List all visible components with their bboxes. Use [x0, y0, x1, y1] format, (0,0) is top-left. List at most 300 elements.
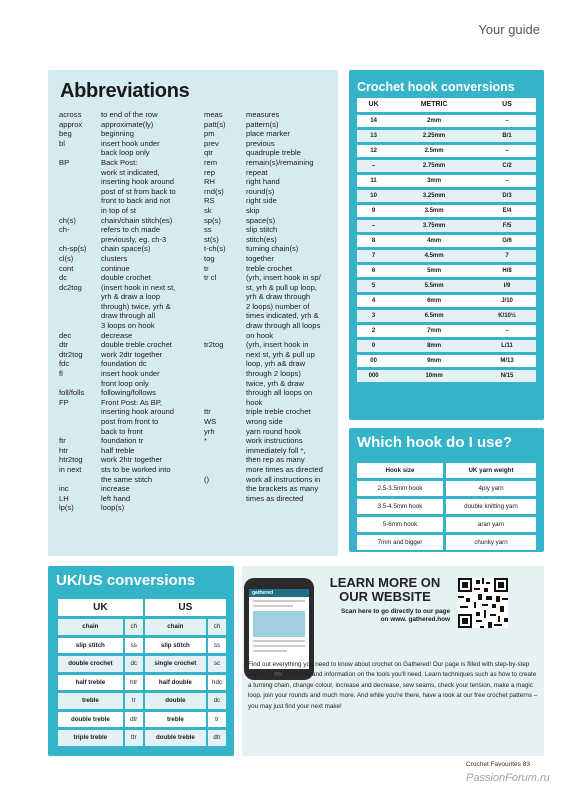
- table-cell: J/10: [478, 293, 536, 308]
- table-cell: double knitting yarn: [443, 499, 536, 514]
- abbreviation-term: [204, 455, 246, 465]
- abbreviation-term: [59, 475, 101, 485]
- column-header: METRIC: [390, 98, 478, 113]
- table-cell: treble: [145, 712, 206, 728]
- abbreviation-term: prev: [204, 138, 219, 148]
- abbreviation-row: [204, 264, 334, 274]
- hook-conversions-panel: [349, 70, 544, 420]
- abbreviation-row: [59, 225, 203, 235]
- abbreviation-definition: loop, yrh a& draw: [246, 359, 306, 369]
- abbreviation-row: [204, 350, 334, 360]
- abbreviation-row: [59, 407, 203, 417]
- phone-text-line: [253, 600, 305, 602]
- abbreviation-definition: decrease: [101, 330, 133, 340]
- abbreviation-definition: slip stitch: [246, 225, 278, 235]
- hook-conversions-title: Crochet hook conversions: [357, 80, 515, 94]
- table-row: [357, 188, 536, 203]
- abbreviation-row: [204, 494, 334, 504]
- abbreviation-definition: on hook: [246, 330, 274, 340]
- abbreviation-term: [59, 321, 101, 331]
- table-cell: 8mm: [390, 338, 478, 353]
- abbreviation-row: [204, 340, 334, 350]
- table-row: [357, 338, 536, 353]
- abbreviation-term: [59, 427, 101, 437]
- abbreviation-term: htr2tog: [59, 455, 83, 465]
- abbreviation-term: [204, 465, 246, 475]
- abbreviation-row: [204, 292, 334, 302]
- abbreviation-definition: skip: [246, 205, 260, 215]
- abbreviation-term: [204, 283, 246, 293]
- abbreviation-definition: continue: [101, 263, 130, 273]
- table-row: [357, 368, 536, 383]
- abbreviation-row: [204, 120, 334, 130]
- abbreviation-row: [59, 331, 203, 341]
- abbreviation-definition: stitch(es): [246, 234, 277, 244]
- abbreviation-row: [204, 436, 334, 446]
- table-cell: treble: [58, 693, 123, 709]
- phone-header-bar: [249, 589, 309, 597]
- table-cell: 3: [357, 308, 390, 323]
- table-cell: 4ply yarn: [443, 481, 536, 496]
- abbreviation-row: [204, 148, 334, 158]
- abbreviation-definition: insert hook under: [101, 369, 160, 379]
- abbreviation-row: [59, 321, 203, 331]
- abbreviation-row: [59, 494, 203, 504]
- abbreviation-definition: work all instructions in: [246, 474, 321, 484]
- table-cell: single crochet: [145, 656, 206, 672]
- abbreviation-definition: post of st from back to: [101, 186, 176, 196]
- abbreviation-definition: (insert hook in next st,: [101, 282, 176, 292]
- table-cell: 11: [357, 173, 390, 188]
- table-cell: –: [357, 158, 390, 173]
- scan-instructions: Scan here to go directly to our page on www. gathered.how: [340, 608, 450, 623]
- abbreviation-definition: through 2 loops): [246, 369, 301, 379]
- abbreviation-row: [204, 484, 334, 494]
- abbreviation-row: [204, 465, 334, 475]
- abbreviation-definition: double treble crochet: [101, 340, 172, 350]
- abbreviation-definition: left hand: [101, 493, 131, 503]
- which-hook-panel: [349, 428, 544, 552]
- table-cell: tr: [125, 693, 143, 709]
- abbreviation-term: htr: [59, 445, 68, 455]
- abbreviation-row: [204, 379, 334, 389]
- abbreviation-row: [204, 273, 334, 283]
- abbreviation-term: *: [204, 436, 207, 446]
- abbreviation-row: [59, 254, 203, 264]
- abbreviation-row: [204, 311, 334, 321]
- table-cell: double treble: [58, 712, 123, 728]
- table-row: [58, 675, 226, 691]
- abbreviation-definition: post from front to: [101, 417, 159, 426]
- abbreviation-row: [204, 254, 334, 264]
- abbreviation-term: [59, 148, 101, 158]
- abbreviation-definition: yarn round hook: [246, 426, 301, 436]
- abbreviation-term: [204, 350, 246, 360]
- table-cell: 10mm: [390, 368, 478, 383]
- abbreviation-term: [204, 369, 246, 379]
- abbreviation-row: [59, 427, 203, 437]
- abbreviation-term: [204, 494, 246, 504]
- abbreviation-term: rep: [204, 167, 215, 177]
- table-cell: chain: [58, 619, 123, 635]
- abbreviation-term: lp(s): [59, 503, 74, 513]
- abbreviation-definition: loop(s): [101, 503, 125, 513]
- abbreviation-definition: measures: [246, 110, 280, 119]
- abbreviation-definition: foundation dc: [101, 359, 147, 369]
- abbreviation-definition: 2 loops) number of: [246, 301, 310, 311]
- abbreviation-term: dec: [59, 330, 72, 340]
- phone-screen: [249, 589, 309, 669]
- table-cell: 5: [357, 278, 390, 293]
- abbreviation-term: t-ch(s): [204, 244, 226, 254]
- abbreviation-row: [59, 120, 203, 130]
- table-cell: ch: [125, 619, 143, 635]
- table-cell: D/3: [478, 188, 536, 203]
- table-cell: C/2: [478, 158, 536, 173]
- abbreviation-term: bl: [59, 138, 65, 148]
- abbreviation-term: [59, 292, 101, 302]
- table-cell: half treble: [58, 675, 123, 691]
- abbreviation-row: [59, 388, 203, 398]
- abbreviation-definition: to end of the row: [101, 110, 158, 119]
- phone-text-line: [253, 640, 305, 642]
- phone-text-line: [253, 650, 287, 652]
- table-cell: aran yarn: [443, 517, 536, 532]
- abbreviation-definition: inserting hook around: [101, 177, 175, 187]
- abbreviation-definition: (yrh, insert hook in sp/: [246, 273, 321, 283]
- abbreviation-row: [204, 331, 334, 341]
- abbreviation-row: [59, 283, 203, 293]
- column-header: UK yarn weight: [443, 463, 536, 478]
- table-cell: double: [145, 693, 206, 709]
- table-cell: 2mm: [390, 113, 478, 128]
- abbreviation-definition: hook: [246, 397, 263, 407]
- table-cell: double treble: [145, 730, 206, 746]
- table-row: [357, 278, 536, 293]
- abbreviation-row: [59, 264, 203, 274]
- table-cell: 14: [357, 113, 390, 128]
- abbreviation-term: [204, 398, 246, 408]
- abbreviation-term: BP: [59, 157, 70, 167]
- ukus-conversions-title: UK/US conversions: [56, 572, 196, 589]
- abbreviation-definition: turning chain(s): [246, 244, 299, 254]
- abbreviation-term: sk: [204, 205, 212, 215]
- abbreviation-definition: refers to ch made: [101, 225, 161, 235]
- table-cell: sc: [208, 656, 226, 672]
- abbreviation-row: [204, 455, 334, 465]
- abbreviation-term: dc2tog: [59, 282, 82, 292]
- table-cell: 3.5-4.5mm hook: [357, 499, 443, 514]
- table-cell: dc: [125, 656, 143, 672]
- abbreviation-term: [59, 187, 101, 197]
- abbreviation-definition: together: [246, 253, 274, 263]
- abbreviation-row: [204, 196, 334, 206]
- table-cell: 00: [357, 353, 390, 368]
- table-row: [357, 233, 536, 248]
- table-cell: 000: [357, 368, 390, 383]
- abbreviation-definition: approximate(ly): [101, 119, 154, 129]
- table-cell: –: [357, 218, 390, 233]
- table-row: [357, 353, 536, 368]
- abbreviation-definition: increase: [101, 484, 130, 494]
- table-cell: dtr: [208, 730, 226, 746]
- table-cell: 5-6mm hook: [357, 517, 443, 532]
- learn-heading-line2: OUR WEBSITE: [339, 589, 431, 604]
- table-cell: 2.25mm: [390, 128, 478, 143]
- abbreviation-term: [204, 388, 246, 398]
- abbreviation-term: [204, 484, 246, 494]
- abbreviation-row: [204, 216, 334, 226]
- abbreviation-row: [204, 369, 334, 379]
- abbreviation-definition: sts to be worked into: [101, 464, 171, 474]
- table-row: [58, 656, 226, 672]
- table-cell: 13: [357, 128, 390, 143]
- abbreviation-definition: chain/chain stitch(es): [101, 215, 173, 225]
- abbreviation-definition: following/follows: [101, 388, 156, 398]
- abbreviation-definition: 3 loops on hook: [101, 321, 155, 331]
- abbreviation-term: [204, 302, 246, 312]
- abbreviation-row: [59, 369, 203, 379]
- abbreviation-row: [204, 302, 334, 312]
- table-cell: 2: [357, 323, 390, 338]
- abbreviation-row: [59, 465, 203, 475]
- abbreviation-term: fdc: [59, 359, 70, 369]
- abbreviation-term: beg: [59, 129, 72, 139]
- phone-text-line: [253, 645, 305, 647]
- abbreviation-definition: twice, yrh & draw: [246, 378, 304, 388]
- abbreviation-term: [59, 302, 101, 312]
- table-cell: 4: [357, 293, 390, 308]
- table-cell: double crochet: [58, 656, 123, 672]
- abbreviation-term: fl: [59, 369, 63, 379]
- learn-more-heading: [320, 576, 450, 604]
- abbreviation-definition: round(s): [246, 186, 275, 196]
- table-cell: E/4: [478, 203, 536, 218]
- abbreviation-term: [59, 206, 101, 216]
- table-row: [357, 128, 536, 143]
- table-cell: half double: [145, 675, 206, 691]
- abbreviation-definition: place marker: [246, 129, 290, 139]
- column-header: UK: [357, 98, 390, 113]
- table-cell: slip stitch: [58, 638, 123, 654]
- abbreviation-row: [59, 292, 203, 302]
- table-row: [357, 263, 536, 278]
- abbreviation-row: [59, 475, 203, 485]
- table-row: [357, 143, 536, 158]
- abbreviation-definition: work st indicated,: [101, 167, 160, 177]
- table-cell: 3.5mm: [390, 203, 478, 218]
- abbreviation-row: [59, 484, 203, 494]
- abbreviation-definition: in top of st: [101, 205, 137, 215]
- table-cell: 2.5-3.5mm hook: [357, 481, 443, 496]
- abbreviation-term: in next: [59, 464, 82, 474]
- table-row: [357, 499, 536, 514]
- page-footer: Crochet Favourites 83: [466, 761, 530, 768]
- table-row: [357, 218, 536, 233]
- abbreviation-term: [204, 446, 246, 456]
- abbreviation-definition: wrong side: [246, 417, 283, 426]
- abbreviation-definition: Back Post:: [101, 157, 138, 167]
- table-cell: 7mm: [390, 323, 478, 338]
- abbreviation-definition: front to back and not: [101, 196, 171, 206]
- table-row: [357, 293, 536, 308]
- abbreviation-definition: yrh & draw a loop: [101, 292, 161, 302]
- abbreviation-term: yrh: [204, 426, 215, 436]
- table-cell: hdc: [208, 675, 226, 691]
- abbreviation-row: [59, 158, 203, 168]
- abbreviation-definition: repeat: [246, 167, 268, 177]
- table-row: [58, 730, 226, 746]
- table-row: [357, 517, 536, 532]
- abbreviation-definition: chain space(s): [101, 244, 151, 254]
- abbreviation-term: dtr: [59, 340, 68, 350]
- abbreviation-term: [59, 311, 101, 321]
- abbreviation-row: [204, 235, 334, 245]
- table-cell: 5mm: [390, 263, 478, 278]
- abbreviation-definition: st, yrh & pull up loop,: [246, 282, 317, 292]
- table-row: [357, 308, 536, 323]
- abbreviation-definition: right hand: [246, 177, 280, 187]
- abbreviation-term: ss: [204, 225, 212, 235]
- abbreviation-term: LH: [59, 493, 69, 503]
- abbreviation-term: RH: [204, 177, 215, 187]
- abbreviation-row: [204, 206, 334, 216]
- abbreviation-definition: work 2dtr together: [101, 349, 163, 359]
- abbreviation-term: meas: [204, 110, 223, 119]
- abbreviation-term: FP: [59, 397, 69, 407]
- abbreviation-definition: inserting hook around: [101, 407, 175, 417]
- abbreviation-term: qtr: [204, 148, 213, 158]
- table-cell: –: [478, 143, 536, 158]
- abbreviation-term: tr2tog: [204, 340, 224, 350]
- table-cell: 2.75mm: [390, 158, 478, 173]
- table-cell: M/13: [478, 353, 536, 368]
- table-cell: htr: [125, 675, 143, 691]
- table-cell: B/1: [478, 128, 536, 143]
- abbreviation-row: [204, 139, 334, 149]
- abbreviation-term: cont: [59, 263, 74, 273]
- table-row: [357, 173, 536, 188]
- abbreviation-row: [59, 379, 203, 389]
- abbreviation-row: [59, 359, 203, 369]
- abbreviation-term: foll/folls: [59, 388, 85, 398]
- abbreviation-row: [204, 244, 334, 254]
- phone-screen-image: [253, 611, 305, 637]
- abbreviation-term: patt(s): [204, 119, 226, 129]
- abbreviation-row: [59, 110, 203, 120]
- which-hook-title: Which hook do I use?: [357, 434, 512, 451]
- table-row: [357, 323, 536, 338]
- abbreviation-row: [204, 168, 334, 178]
- abbreviation-term: [204, 359, 246, 369]
- abbreviation-term: (): [204, 474, 210, 484]
- abbreviation-row: [59, 148, 203, 158]
- abbreviation-definition: times indicated, yrh &: [246, 311, 319, 321]
- abbreviation-term: [59, 379, 101, 389]
- table-row: [357, 535, 536, 550]
- abbreviation-row: [59, 350, 203, 360]
- table-cell: F/5: [478, 218, 536, 233]
- abbreviations-panel: [48, 70, 338, 556]
- abbreviation-row: [59, 196, 203, 206]
- abbreviation-row: [204, 407, 334, 417]
- table-cell: –: [478, 113, 536, 128]
- abbreviation-definition: back loop only: [101, 148, 150, 158]
- table-header-row: [357, 463, 536, 478]
- table-cell: 7: [478, 248, 536, 263]
- which-hook-table: [357, 460, 536, 553]
- abbreviation-term: cl(s): [59, 253, 74, 263]
- abbreviation-row: [59, 273, 203, 283]
- abbreviations-left-column: [59, 110, 203, 513]
- abbreviation-term: WS: [204, 417, 217, 426]
- table-cell: G/6: [478, 233, 536, 248]
- abbreviation-term: dtr2tog: [59, 349, 83, 359]
- table-cell: 0: [357, 338, 390, 353]
- table-cell: I/9: [478, 278, 536, 293]
- qr-code-icon[interactable]: [458, 578, 508, 628]
- abbreviation-definition: foundation tr: [101, 436, 144, 446]
- abbreviation-definition: back to front: [101, 426, 143, 436]
- abbreviation-term: tog: [204, 253, 215, 263]
- abbreviation-term: [59, 177, 101, 187]
- table-row: [357, 158, 536, 173]
- table-cell: N/15: [478, 368, 536, 383]
- abbreviation-row: [204, 359, 334, 369]
- abbreviation-term: ftr: [59, 436, 66, 446]
- hook-conversions-table: [357, 98, 536, 385]
- abbreviation-row: [204, 388, 334, 398]
- column-header-us: US: [145, 599, 226, 616]
- abbreviation-definition: clusters: [101, 253, 128, 263]
- abbreviation-row: [59, 177, 203, 187]
- abbreviation-definition: then rep as many: [246, 455, 305, 465]
- learn-more-body: Find out everything you need to know about crochet on Gathered! Our page is filled with step-by-step videos, useful how-tos and information on the tools you'll need. Learn techniques such as how to create a turning chain, change colour, increase and decrease, sew seams, check your tension, make a magic loop, join your rounds and much more. And while you're there, have a look at our free crochet patterns – you may just find your next make!: [248, 661, 538, 710]
- table-cell: 6.5mm: [390, 308, 478, 323]
- phone-brand: gathered: [252, 590, 274, 596]
- abbreviation-row: [59, 340, 203, 350]
- abbreviation-term: sp(s): [204, 215, 221, 225]
- abbreviation-definition: double crochet: [101, 273, 151, 283]
- abbreviation-definition: draw through all: [101, 311, 156, 321]
- abbreviation-term: rem: [204, 157, 218, 167]
- table-cell: 3.25mm: [390, 188, 478, 203]
- abbreviation-definition: space(s): [246, 215, 276, 225]
- table-cell: K/10½: [478, 308, 536, 323]
- table-cell: L/11: [478, 338, 536, 353]
- table-cell: ch: [208, 619, 226, 635]
- abbreviation-definition: yrh & draw through: [246, 292, 311, 302]
- table-cell: tr: [208, 712, 226, 728]
- table-cell: 4mm: [390, 233, 478, 248]
- table-row: [58, 693, 226, 709]
- abbreviation-row: [204, 417, 334, 427]
- abbreviation-definition: work instructions: [246, 436, 303, 446]
- table-cell: –: [478, 173, 536, 188]
- table-cell: dc: [208, 693, 226, 709]
- table-row: [357, 113, 536, 128]
- abbreviations-title: Abbreviations: [60, 80, 190, 102]
- abbreviations-right-column: [204, 110, 334, 503]
- abbreviation-row: [204, 110, 334, 120]
- abbreviation-row: [204, 427, 334, 437]
- abbreviation-definition: previous: [246, 138, 275, 148]
- table-cell: H/8: [478, 263, 536, 278]
- abbreviation-definition: treble crochet: [246, 263, 293, 273]
- abbreviation-definition: draw through all loops: [246, 321, 321, 331]
- abbreviation-definition: more times as directed: [246, 464, 323, 474]
- abbreviation-row: [59, 129, 203, 139]
